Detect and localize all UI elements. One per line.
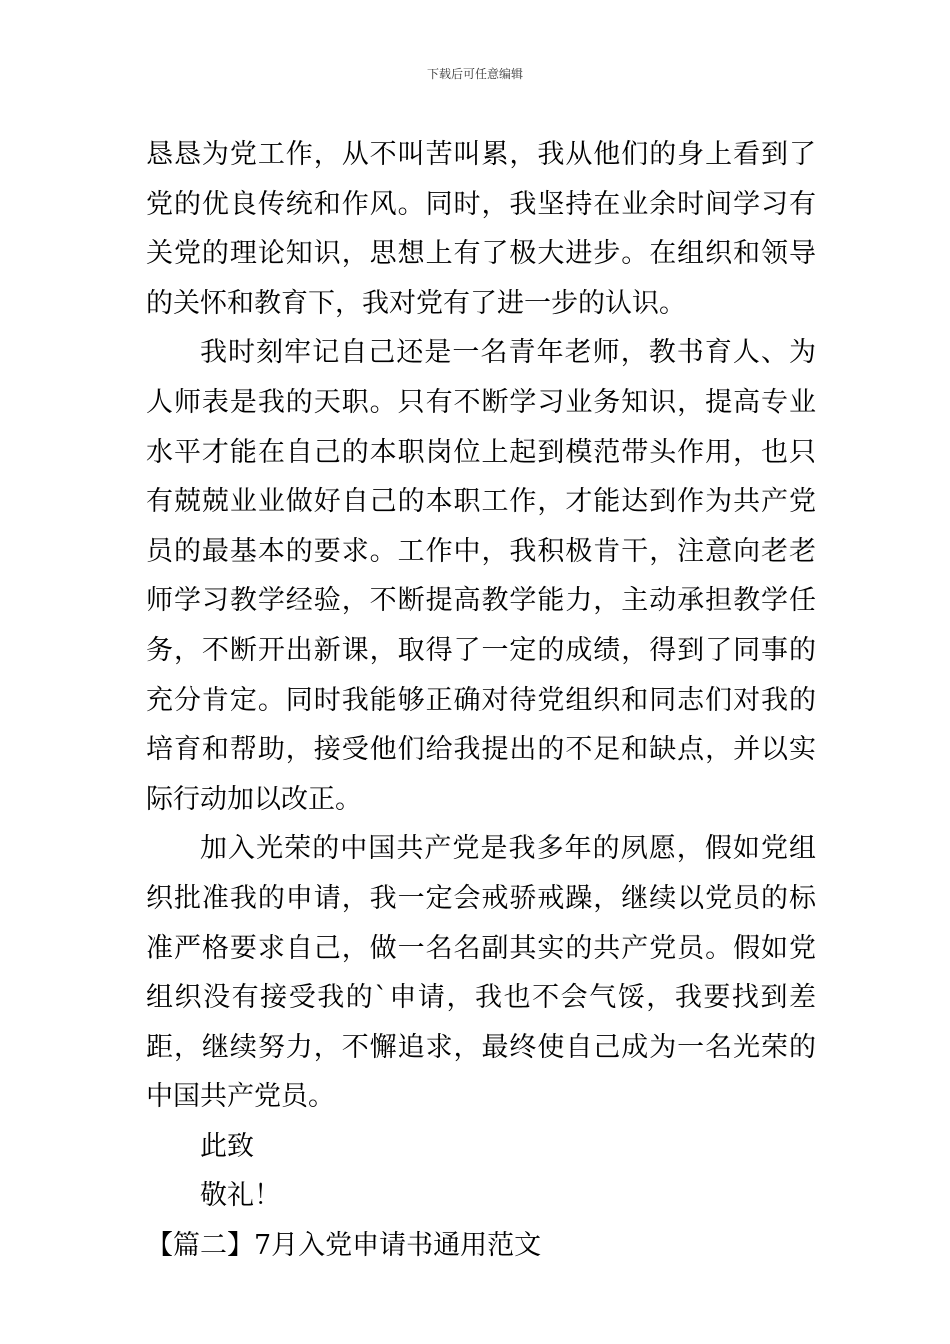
section-heading: 【篇二】7月入党申请书通用范文 <box>146 1230 542 1262</box>
closing-salutation: 此致 <box>200 1130 254 1162</box>
page-header-note: 下载后可任意编辑 <box>426 67 523 81</box>
paragraph-continued: 恳恳为党工作，从不叫苦叫累，我从他们的身上看到了党的优良传统和作风。同时，我坚持在业余时间学习有关党的理论知识，思想上有了极大进步。在组织和领导的关怀和教育下，我对党有了进一步的认识。 <box>146 139 816 319</box>
paragraph-party-aspiration: 加入光荣的中国共产党是我多年的夙愿，假如党组织批准我的申请，我一定会戒骄戒躁，继续以党员的标准严格要求自己，做一名名副其实的共产党员。假如党组织没有接受我的`申请，我也不会气馁，我要找到差距，继续努力，不懈追求，最终使自己成为一名光荣的中国共产党员。 <box>146 833 816 1113</box>
closing-regards: 敬礼！ <box>200 1180 281 1212</box>
document-body <box>146 130 816 1271</box>
paragraph-teacher-duty: 我时刻牢记自己还是一名青年老师，教书育人、为人师表是我的天职。只有不断学习业务知识，提高专业水平才能在自己的本职岗位上起到模范带头作用，也只有兢兢业业做好自己的本职工作，才能达到作为共产党员的最基本的要求。工作中，我积极肯干，注意向老老师学习教学经验，不断提高教学能力，主动承担教学任务，不断开出新课，取得了一定的成绩，得到了同事的充分肯定。同时我能够正确对待党组织和同志们对我的培育和帮助，接受他们给我提出的不足和缺点，并以实际行动加以改正。 <box>146 337 816 815</box>
